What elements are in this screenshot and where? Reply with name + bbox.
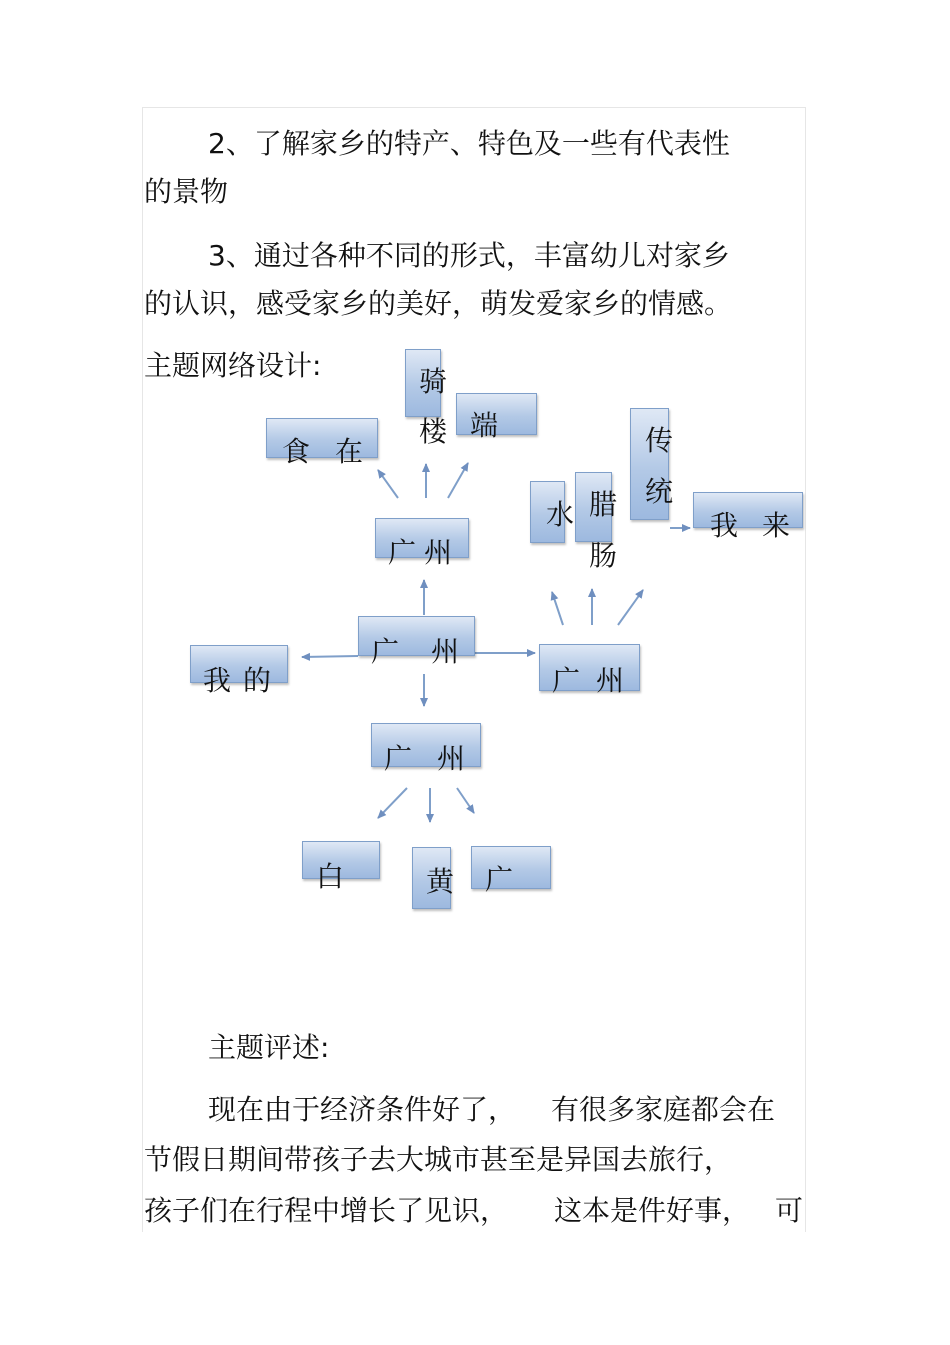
network-heading: 主题网络设计:: [144, 349, 322, 382]
leaf-sausage-char-2: 肠: [589, 539, 618, 572]
hub-right-char-2: 州: [596, 664, 625, 697]
leaf-water-char-1: 水: [546, 498, 575, 531]
hub-top-char-1: 广: [388, 536, 417, 569]
arrow-right-c: [618, 590, 643, 625]
arrow-center-to-left: [302, 656, 358, 657]
leaf-yellow-char-1: 黄: [426, 865, 455, 898]
leaf-i-come-char-1: 我: [710, 509, 739, 542]
arrow-bottom-left: [378, 788, 407, 818]
leaf-arcade-char-2: 楼: [419, 415, 448, 448]
hub-bottom-char-1: 广: [384, 742, 413, 775]
leaf-food-char-2: 在: [335, 435, 364, 468]
review-line-3b: 这本是件好事，: [554, 1194, 751, 1227]
review-heading: 主题评述:: [208, 1031, 330, 1064]
leaf-duan-char-1: 端: [470, 409, 499, 442]
objective-3-line-1: 3、通过各种不同的形式，丰富幼儿对家乡: [208, 239, 730, 272]
leaf-arcade-char-1: 骑: [419, 365, 448, 398]
leaf-i-come-char-2: 来: [762, 509, 791, 542]
hub-bottom-char-2: 州: [437, 742, 466, 775]
leaf-tradition-char-2: 统: [645, 475, 674, 508]
review-line-1a: 现在由于经济条件好了，: [208, 1093, 517, 1126]
leaf-white-char-1: 白: [316, 860, 345, 893]
leaf-guang-char-1: 广: [485, 863, 514, 896]
hub-top-char-2: 州: [424, 536, 453, 569]
hub-right-char-1: 广: [552, 664, 581, 697]
leaf-my-char-1: 我: [203, 664, 232, 697]
arrow-top-left: [378, 470, 398, 498]
arrow-top-right: [448, 463, 468, 498]
review-line-3c: 可: [775, 1194, 804, 1227]
center-char-1: 广: [371, 635, 400, 668]
objective-3-line-2: 的认识，感受家乡的美好，萌发爱家乡的情感。: [144, 287, 733, 320]
objective-2-line-2: 的景物: [144, 175, 229, 208]
objective-2-line-1: 2、了解家乡的特产、特色及一些有代表性: [208, 127, 730, 160]
leaf-sausage-char-1: 腊: [589, 488, 618, 521]
leaf-food-char-1: 食: [282, 435, 311, 468]
review-line-1b: 有很多家庭都会在: [551, 1093, 776, 1126]
arrow-bottom-right: [457, 788, 474, 813]
leaf-my-char-2: 的: [243, 664, 272, 697]
review-line-2: 节假日期间带孩子去大城市甚至是异国去旅行，: [144, 1143, 733, 1176]
review-line-3a: 孩子们在行程中增长了见识，: [144, 1194, 509, 1227]
center-char-2: 州: [431, 635, 460, 668]
leaf-tradition-char-1: 传: [645, 424, 674, 457]
arrow-right-a: [552, 592, 563, 625]
